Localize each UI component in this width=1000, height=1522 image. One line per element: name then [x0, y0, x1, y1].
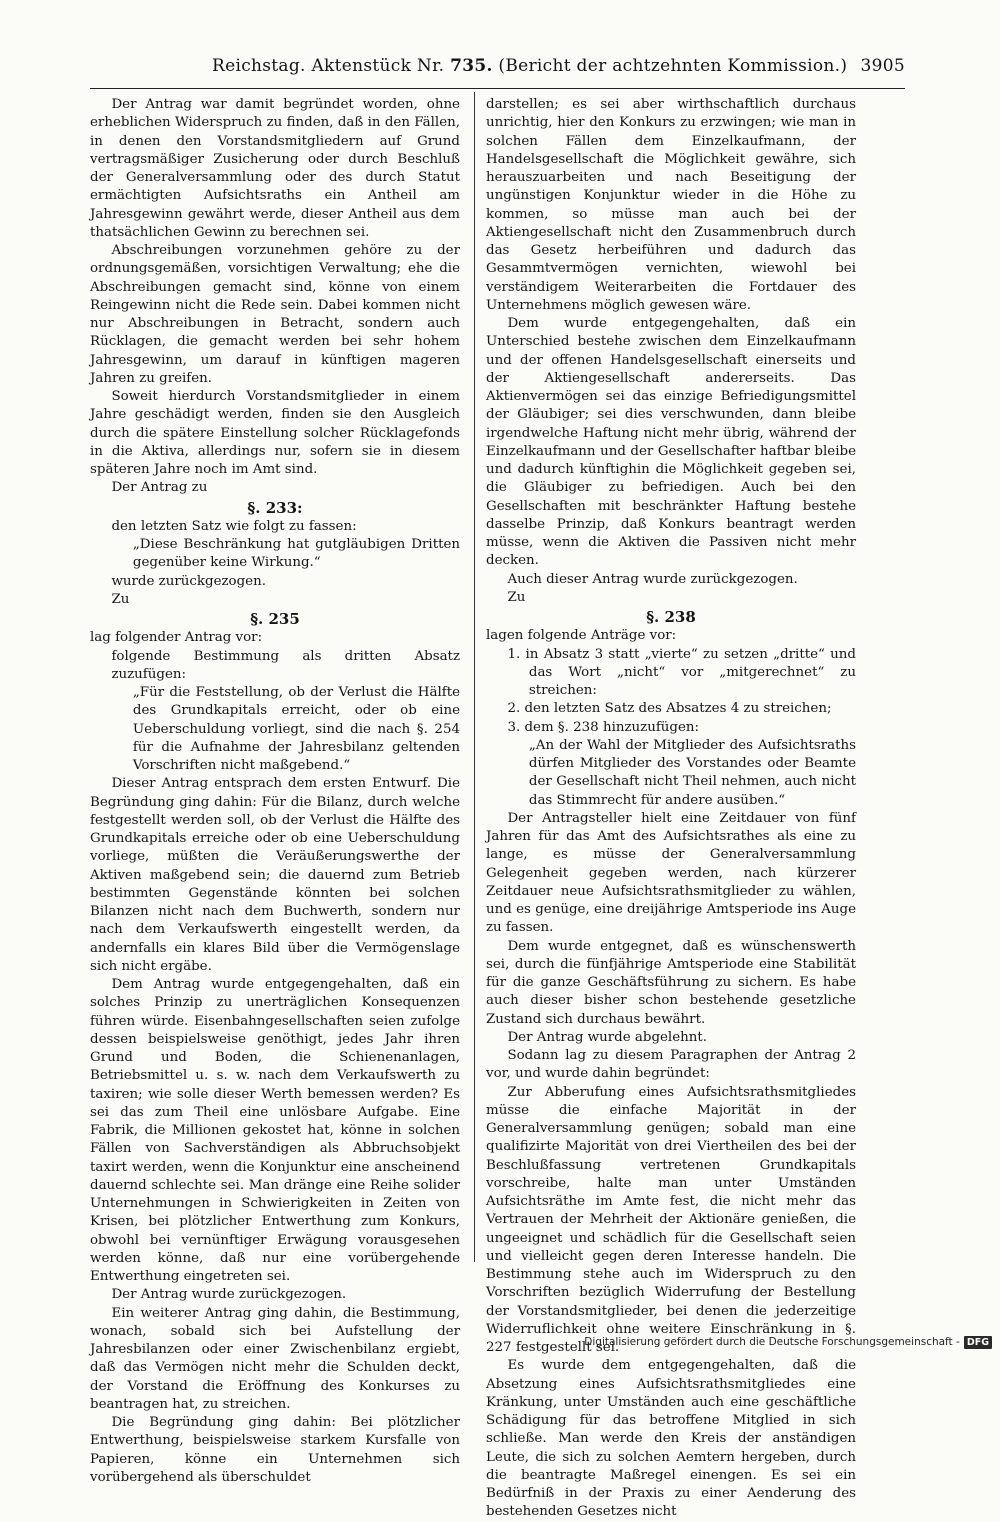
paragraph: Auch dieser Antrag wurde zurückgezogen.: [507, 571, 798, 587]
page-number: 3905: [860, 56, 905, 76]
paragraph: darstellen; es sei aber wirthschaftlich durchaus unrichtig, hier den Konkurs zu erzwingen; wie man in solchen Fällen dem Einzelkaufmann, der Handelsgesellschaft die Möglichkeit gewähre, sich herauszuarbeiten und nach Beseitigung der ungünstigen Konjunktur wieder in die Höhe zu kommen, so müsse man auch bei der Aktiengesellschaft nicht den Zusammenbruch durch das Gesetz herbeiführen und dadurch das Gesammtvermögen vernichten, wiewohl bei verständigem Weiterarbeiten die Fortdauer des Unternehmens möglich gewesen wäre.: [486, 97, 856, 313]
paragraph: Der Antrag wurde abgelehnt.: [507, 1029, 708, 1045]
left-column: [90, 96, 460, 1487]
paragraph: Dem Antrag wurde entgegengehalten, daß ein solches Prinzip zu unerträglichen Konsequenzen führen würde. Eisenbahngesellschaften seien zufolge dessen beispielsweise genöthigt, jedes Jahr ihren Grund und Boden, die Schienenanlagen, Betriebsmittel u. s. w. nach dem Verkaufswerth zu taxiren; wie solle dieser Werth bemessen werden? Es sei das zum Theil eine unlösbare Aufgabe. Eine Fabrik, die Millionen gekostet hat, könne in solchen Fällen von Sachverständigen als Abbruchsobjekt taxirt werden, wenn die Konjunktur eine anscheinend dauernd schlechte sei. Man dränge eine Reihe solider Unternehmungen in Schwierigkeiten in Zeiten von Krisen, bei plötzlicher Entwerthung zum Konkurs, obwohl bei vernünftiger Erwägung vorausgesehen werden könne, daß nur eine vorübergehende Entwerthung eingetreten sei.: [90, 977, 460, 1284]
paragraph: Der Antrag war damit begründet worden, ohne erheblichen Widerspruch zu finden, daß in den Fällen, in denen den Vorstandsmitgliedern auf Grund vertragsmäßiger Zusicherung oder durch Beschluß der Generalversammlung oder des durch Statut ermächtigten Aufsichtsraths ein Antheil am Jahresgewinn gewährt werde, dieser Antheil aus dem thatsächlichen Gewinn zu berechnen sei.: [90, 97, 460, 240]
paragraph: Soweit hierdurch Vorstandsmitglieder in einem Jahre geschädigt werden, finden sie den Ausgleich durch die spätere Einstellung solcher Rücklagefonds in die Aktiva, allerdings nur, sofern sie in diesem späteren Jahre noch im Amt sind.: [90, 389, 460, 477]
paragraph: wurde zurückgezogen.: [111, 573, 266, 589]
section-heading-233: §. 233:: [247, 498, 303, 517]
right-column: [486, 96, 856, 1522]
list-item: 2. den letzten Satz des Absatzes 4 zu streichen;: [507, 701, 832, 717]
paragraph: Zu: [111, 591, 130, 607]
paragraph: Der Antrag zu: [111, 480, 208, 496]
paragraph: Der Antrag wurde zurückgezogen.: [111, 1287, 347, 1303]
paragraph: Zur Abberufung eines Aufsichtsrathsmitgliedes müsse die einfache Majorität in der Generalversammlung genügen; sobald man eine qualifizirte Majorität von drei Viertheilen des bei der Beschlußfassung vertretenen Grundkapitals vorschreibe, halte man unter Umständen Aufsichtsräthe im Amte fest, die nicht mehr das Vertrauen der Mehrheit der Aktionäre genießen, die ungeeignet und schädlich für die Gesellschaft seien und vielleicht gegen deren Interesse handeln. Die Bestimmung stehe auch im Widerspruch zu den Vorschriften bezüglich Widerrufung der Bestellung der Vorstandsmitglieder, bei denen die jederzeitige Widerruflichkeit ohne weitere Einschränkung in §. 227 festgestellt sei.: [486, 1084, 856, 1355]
quoted-provision: „Für die Feststellung, ob der Verlust die Hälfte des Grundkapitals erreicht, oder ob eine Ueberschuldung vorliegt, sind die nach §. 254 für die Aufnahme der Jahresbilanz geltenden Vorschriften nicht maßgebend.“: [132, 685, 460, 773]
paragraph: folgende Bestimmung als dritten Absatz zuzufügen:: [111, 648, 460, 682]
dfg-logo-icon: DFG: [964, 1336, 992, 1349]
paragraph: Dem wurde entgegnet, daß es wünschenswerth sei, durch die fünfjährige Amtsperiode eine Stabilität für die ganze Geschäftsführung zu sichern. Es habe auch dieser bisher schon bestehende gesetzliche Zustand sich durchaus bewährt.: [486, 938, 856, 1027]
paragraph: Ein weiterer Antrag ging dahin, die Bestimmung, wonach, sobald sich bei Aufstellung der Jahresbilanzen oder einer Zwischenbilanz ergiebt, daß das Vermögen nicht mehr die Schulden deckt, der Vorstand die Eröffnung des Konkurses zu beantragen hat, zu streichen.: [90, 1305, 460, 1412]
title-suffix: (Bericht der achtzehnten Kommission.): [498, 56, 848, 76]
paragraph: Zu: [507, 589, 526, 605]
paragraph: Es wurde dem entgegengehalten, daß die Absetzung eines Aufsichtsrathsmitgliedes eine Kränkung, unter Umständen auch eine geschäftliche Schädigung für das betroffene Mitglied in sich schließe. Man werde den Kreis der anständigen Leute, die sich zu solchen Aemtern hergeben, durch die beantragte Maßregel einengen. Es sei ein Bedürfniß in der Praxis zu einer Aenderung des bestehenden Gesetzes nicht: [486, 1358, 856, 1520]
paragraph: Sodann lag zu diesem Paragraphen der Antrag 2 vor, und wurde dahin begründet:: [486, 1048, 856, 1082]
list-item: 3. dem §. 238 hinzuzufügen:: [507, 719, 700, 735]
paragraph: Dieser Antrag entsprach dem ersten Entwurf. Die Begründung ging dahin: Für die Bilanz, durch welche festgestellt werden soll, ob der Verlust die Hälfte des Grundkapitals erreiche oder ob eine Ueberschuldung vorliege, müßten die Veräußerungswerthe der Aktiven maßgebend sein; die dauernd zum Betrieb bestimmten Gegenstände könnten bei solchen Bilanzen nicht nach dem Buchwerth, sondern nur nach dem Verkaufswerth eingestellt werden, da andernfalls ein klares Bild über die Vermögenslage sich nicht ergäbe.: [90, 776, 460, 974]
paragraph: den letzten Satz wie folgt zu fassen:: [111, 518, 357, 534]
running-title: [212, 56, 847, 76]
quoted-provision: „Diese Beschränkung hat gutgläubigen Dritten gegenüber keine Wirkung.“: [132, 537, 460, 571]
credit-text: Digitalisierung gefördert durch die Deutsche Forschungsgemeinschaft -: [584, 1336, 960, 1348]
paragraph: Die Begründung ging dahin: Bei plötzlicher Entwerthung, beispielsweise starkem Kursfalle von Papieren, könne ein Unternehmen sich vorübergehend als überschuldet: [90, 1415, 460, 1485]
paragraph: lag folgender Antrag vor:: [90, 630, 263, 646]
column-divider: [474, 92, 475, 1262]
section-heading-235: §. 235: [250, 610, 300, 628]
digitization-credit: [584, 1334, 992, 1350]
paragraph: Dem wurde entgegengehalten, daß ein Unterschied bestehe zwischen dem Einzelkaufmann und der offenen Handelsgesellschaft einerseits und der Aktiengesellschaft andererseits. Das Aktienvermögen sei das einzige Befriedigungsmittel der Gläubiger; sei dies verschwunden, dann bleibe irgendwelche Haftung nicht mehr übrig, während der Einzelkaufmann und der Gesellschafter haftbar bleibe und dadurch künftighin die Möglichkeit gegeben sei, die Gläubiger zu befriedigen. Auch bei den Gesellschaften mit beschränkter Haftung bestehe dasselbe Prinzip, daß Konkurs beantragt werden müsse, wenn die Aktiven die Passiven nicht mehr decken.: [486, 316, 856, 569]
section-heading-238: §. 238: [646, 608, 696, 626]
paragraph: lagen folgende Anträge vor:: [486, 628, 677, 644]
title-prefix: Reichstag. Aktenstück Nr.: [212, 56, 445, 76]
document-number: 735.: [450, 56, 493, 76]
paragraph: Abschreibungen vorzunehmen gehöre zu der ordnungsgemäßen, vorsichtigen Verwaltung; ehe die Abschreibungen gemacht sind, könne von einem Reingewinn nicht die Rede sein. Dabei kommen nicht nur Abschreibungen in Betracht, sondern auch Rücklagen, die gemacht werden bei sehr hohem Jahresgewinn, um darauf in künftigen mageren Jahren zu greifen.: [90, 243, 460, 386]
quoted-provision: „An der Wahl der Mitglieder des Aufsichtsraths dürfen Mitglieder des Vorstandes oder Beamte der Gesellschaft nicht Theil nehmen, auch nicht das Stimmrecht für andere ausüben.“: [528, 737, 856, 808]
list-item: 1. in Absatz 3 statt „vierte“ zu setzen „dritte“ und das Wort „nicht“ vor „mitgerechnet“ zu streichen:: [507, 646, 856, 698]
page-header: [90, 52, 905, 82]
motion-list: [486, 646, 856, 737]
header-rule: [90, 88, 905, 89]
paragraph: Der Antragsteller hielt eine Zeitdauer von fünf Jahren für das Amt des Aufsichtsrathes als eine zu lange, es müsse der Generalversammlung Gelegenheit gegeben werden, nach kürzerer Zeitdauer neue Aufsichtsrathsmitglieder zu wählen, und es genüge, eine dreijährige Amtsperiode ins Auge zu fassen.: [486, 810, 856, 936]
